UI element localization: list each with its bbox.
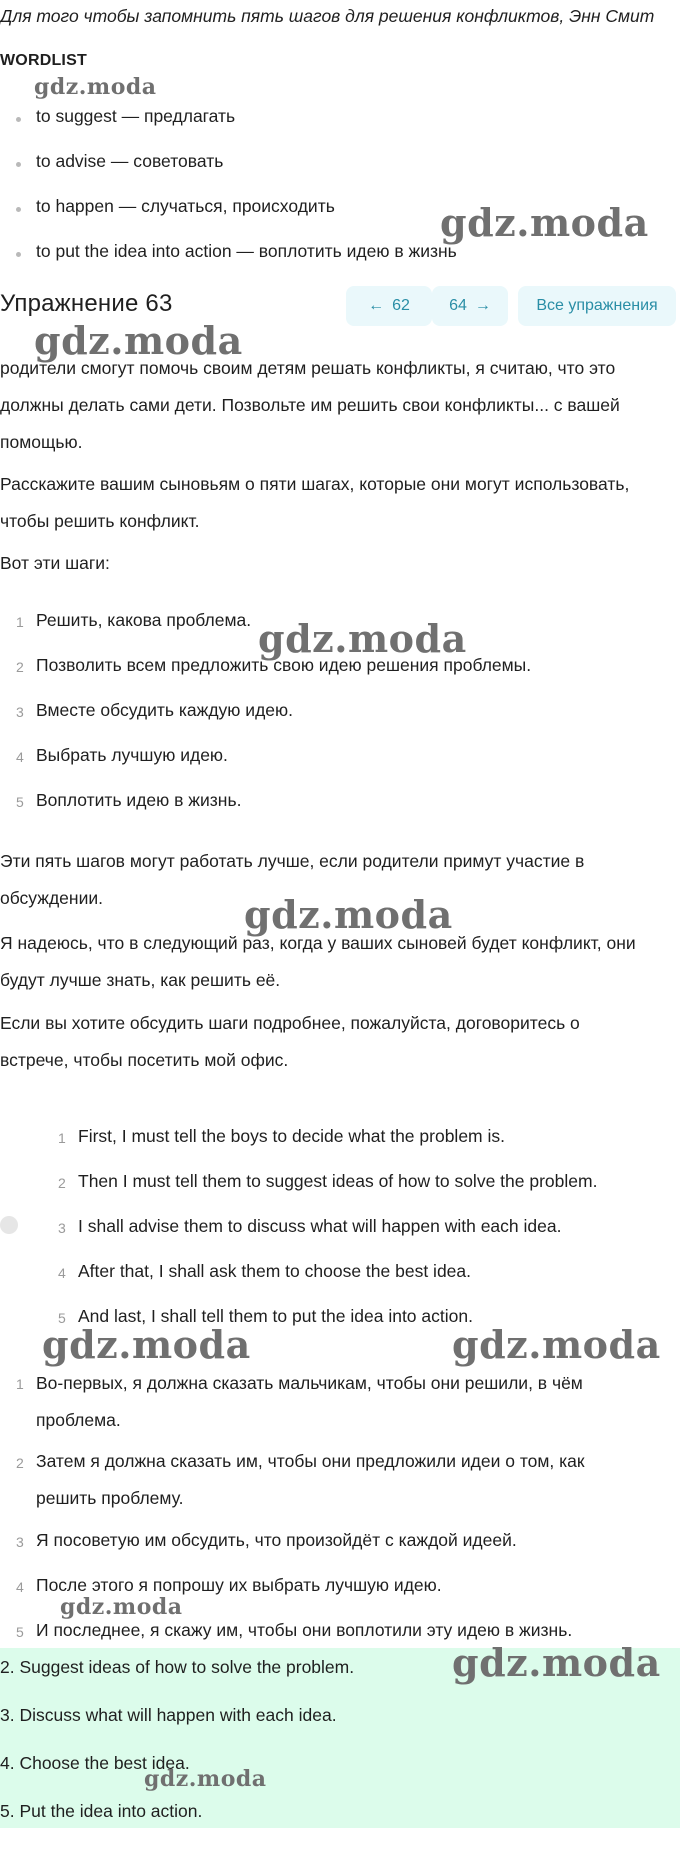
watermark: gdz.moda bbox=[42, 1322, 251, 1367]
list-item: After that, I shall ask them to choose the best idea. bbox=[78, 1261, 471, 1281]
paragraph-line: чтобы решить конфликт. bbox=[0, 511, 200, 531]
list-number: 3 bbox=[16, 704, 24, 720]
list-item bbox=[36, 1365, 583, 1439]
prev-exercise-label: 62 bbox=[392, 297, 410, 314]
answer-line: 2. Suggest ideas of how to solve the problem. bbox=[0, 1657, 355, 1677]
list-item: First, I must tell the boys to decide what the problem is. bbox=[78, 1126, 505, 1146]
paragraph-line: должны делать сами дети. Позвольте им решить свои конфликты... с вашей bbox=[0, 395, 620, 415]
bullet-icon bbox=[16, 207, 21, 212]
next-exercise-label: 64 bbox=[449, 297, 467, 314]
paragraph-line: Если вы хотите обсудить шаги подробнее, пожалуйста, договоритесь о bbox=[0, 1013, 580, 1033]
exercise-title: Упражнение 63 bbox=[0, 290, 173, 317]
paragraph-line: будут лучше знать, как решить её. bbox=[0, 970, 281, 990]
list-number: 4 bbox=[58, 1265, 66, 1281]
watermark: gdz.moda bbox=[244, 892, 453, 937]
wordlist-item: to suggest — предлагать bbox=[36, 106, 236, 126]
all-exercises-button[interactable] bbox=[518, 286, 676, 326]
wordlist-item: to happen — случаться, происходить bbox=[36, 196, 335, 216]
paragraph-line: Расскажите вашим сыновьям о пяти шагах, которые они могут использовать, bbox=[0, 474, 630, 494]
list-item-line: проблема. bbox=[36, 1410, 121, 1430]
paragraph-line: Я надеюсь, что в следующий раз, когда у ваших сыновей будет конфликт, они bbox=[0, 933, 636, 953]
arrow-right-icon: → bbox=[474, 297, 491, 314]
list-number: 2 bbox=[58, 1175, 66, 1191]
circle-icon bbox=[0, 1216, 18, 1234]
paragraph bbox=[0, 1005, 580, 1079]
paragraph bbox=[0, 350, 620, 461]
list-item: Выбрать лучшую идею. bbox=[36, 745, 228, 765]
list-item: Я посоветую им обсудить, что произойдёт с каждой идеей. bbox=[36, 1530, 517, 1550]
wordlist-item: to put the idea into action — воплотить идею в жизнь bbox=[36, 241, 457, 261]
paragraph-line: Вот эти шаги: bbox=[0, 553, 110, 573]
list-number: 3 bbox=[58, 1220, 66, 1236]
list-item: И последнее, я скажу им, чтобы они воплотили эту идею в жизнь. bbox=[36, 1620, 573, 1640]
list-number: 1 bbox=[16, 1376, 24, 1392]
list-number: 4 bbox=[16, 1579, 24, 1595]
list-item-line: Затем я должна сказать им, чтобы они предложили идеи о том, как bbox=[36, 1451, 585, 1471]
paragraph-line: встрече, чтобы посетить мой офис. bbox=[0, 1050, 289, 1070]
watermark: gdz.moda bbox=[144, 1766, 267, 1792]
list-item: Воплотить идею в жизнь. bbox=[36, 790, 242, 810]
answer-line: 4. Choose the best idea. bbox=[0, 1753, 190, 1773]
answer-line: 3. Discuss what will happen with each idea. bbox=[0, 1705, 337, 1725]
list-number: 2 bbox=[16, 1455, 24, 1471]
list-number: 4 bbox=[16, 749, 24, 765]
paragraph-line: Эти пять шагов могут работать лучше, если родители примут участие в bbox=[0, 851, 585, 871]
paragraph-line: помощью. bbox=[0, 432, 83, 452]
list-number: 3 bbox=[16, 1534, 24, 1550]
watermark: gdz.moda bbox=[258, 616, 467, 661]
watermark: gdz.moda bbox=[452, 1322, 661, 1367]
list-number: 2 bbox=[16, 659, 24, 675]
paragraph bbox=[0, 545, 110, 582]
prev-exercise-button[interactable] bbox=[346, 286, 432, 326]
wordlist-title: WORDLIST bbox=[0, 52, 87, 69]
list-item bbox=[36, 1443, 585, 1517]
list-item: And last, I shall tell them to put the idea into action. bbox=[78, 1306, 473, 1326]
list-number: 5 bbox=[16, 794, 24, 810]
bullet-icon bbox=[16, 252, 21, 257]
watermark: gdz.moda bbox=[60, 1594, 183, 1620]
list-item-line: решить проблему. bbox=[36, 1488, 184, 1508]
list-number: 5 bbox=[58, 1310, 66, 1326]
paragraph bbox=[0, 466, 629, 540]
list-number: 1 bbox=[58, 1130, 66, 1146]
list-item: После этого я попрошу их выбрать лучшую идею. bbox=[36, 1575, 442, 1595]
list-item: I shall advise them to discuss what will happen with each idea. bbox=[78, 1216, 562, 1236]
all-exercises-label: Все упражнения bbox=[536, 297, 658, 314]
list-item-line: Во-первых, я должна сказать мальчикам, чтобы они решили, в чём bbox=[36, 1373, 583, 1393]
list-number: 1 bbox=[16, 614, 24, 630]
paragraph-line: обсуждении. bbox=[0, 888, 103, 908]
watermark: gdz.moda bbox=[34, 318, 243, 363]
list-number: 5 bbox=[16, 1624, 24, 1640]
answer-line: 5. Put the idea into action. bbox=[0, 1801, 203, 1821]
bullet-icon bbox=[16, 162, 21, 167]
list-item: Решить, какова проблема. bbox=[36, 610, 252, 630]
bullet-icon bbox=[16, 117, 21, 122]
header-line: Для того чтобы запомнить пять шагов для решения конфликтов, Энн Смит bbox=[0, 6, 655, 26]
watermark: gdz.moda bbox=[34, 74, 157, 100]
list-item: Then I must tell them to suggest ideas of how to solve the problem. bbox=[78, 1171, 598, 1191]
watermark: gdz.moda bbox=[452, 1640, 661, 1685]
list-item: Вместе обсудить каждую идею. bbox=[36, 700, 293, 720]
watermark: gdz.moda bbox=[440, 200, 649, 245]
arrow-left-icon: ← bbox=[368, 297, 385, 314]
list-item: Позволить всем предложить свою идею решения проблемы. bbox=[36, 655, 532, 675]
next-exercise-button[interactable] bbox=[432, 286, 508, 326]
wordlist-item: to advise — советовать bbox=[36, 151, 224, 171]
paragraph-line: родители смогут помочь своим детям решать конфликты, я считаю, что это bbox=[0, 358, 616, 378]
